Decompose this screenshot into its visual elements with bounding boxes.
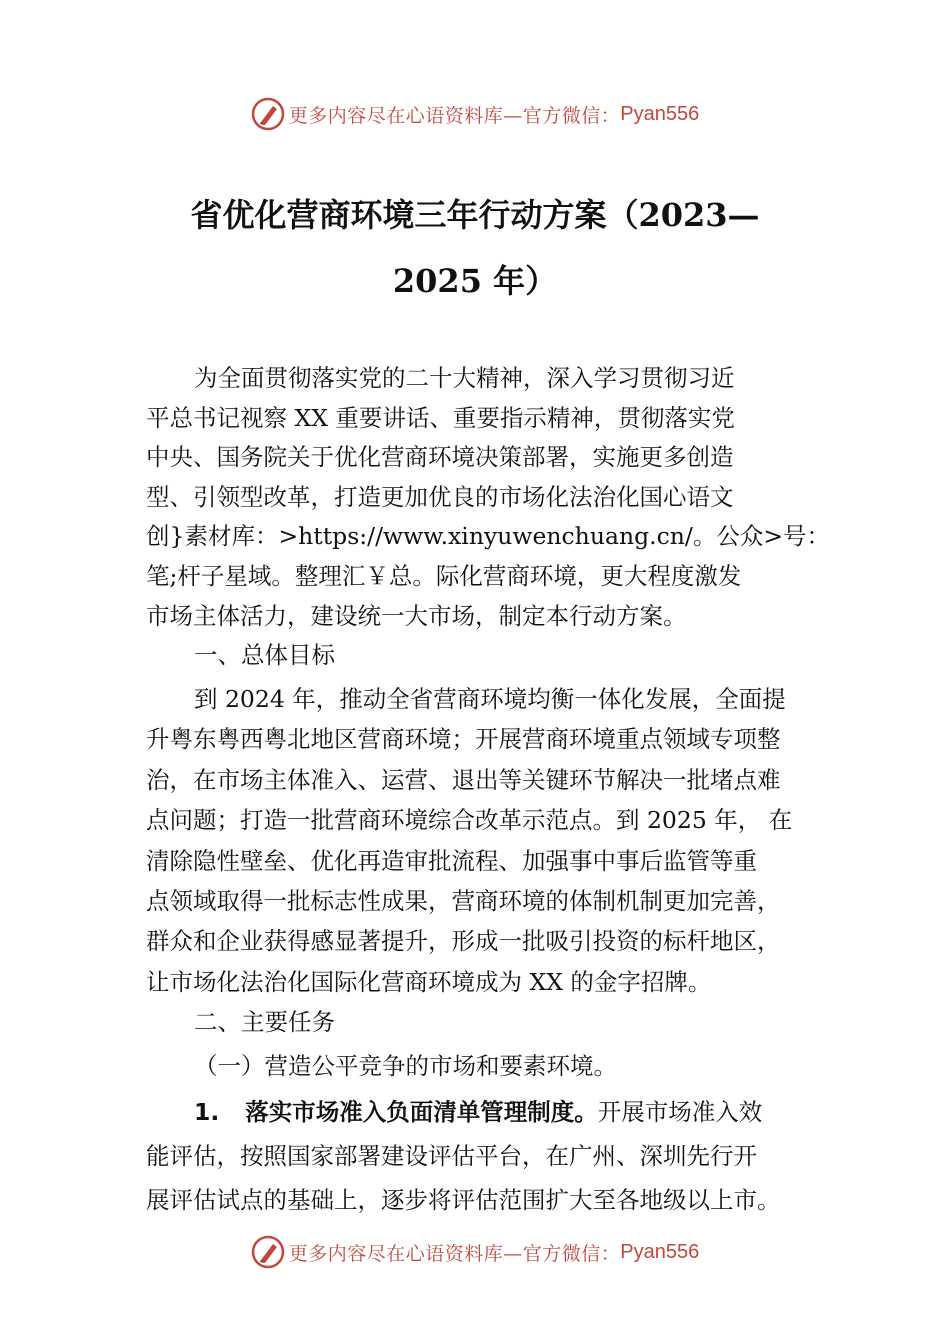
paragraph-line: 升粤东粤西粤北地区营商环境；开展营商环境重点领域专项整 <box>146 725 781 754</box>
paragraph-line: 市场主体活力，建设统一大市场，制定本行动方案。 <box>146 601 687 630</box>
paragraph-line: 平总书记视察 XX 重要讲话、重要指示精神，贯彻落实党 <box>146 403 735 432</box>
banner-account: Pyan556 <box>620 1240 700 1263</box>
task-item-first-line-text: 开展市场准入效 <box>597 1098 763 1126</box>
intro-paragraph <box>146 359 831 636</box>
top-watermark-banner <box>0 94 950 134</box>
bottom-watermark-banner <box>0 1232 950 1272</box>
paragraph-line: 中央、国务院关于优化营商环境决策部署，实施更多创造 <box>146 443 734 472</box>
paragraph-line: 为全面贯彻落实党的二十大精神，深入学习贯彻习近 <box>194 364 735 392</box>
pen-logo-icon <box>251 97 285 131</box>
paragraph-line: 群众和企业获得感显著提升，形成一批吸引投资的标杆地区， <box>146 927 781 956</box>
paragraph-line: 让市场化法治化国际化营商环境成为 XX 的金字招牌。 <box>146 967 712 996</box>
paragraph-line: 能评估，按照国家部署建设评估平台，在广州、深圳先行开 <box>146 1142 757 1170</box>
task-item-bold-title: 落实市场准入负面清单管理制度。 <box>245 1098 598 1126</box>
section-2-subheading: （一）营造公平竞争的市场和要素环境。 <box>194 1052 617 1080</box>
task-item-1-first-line <box>146 1090 826 1134</box>
paragraph-line: 笔;杆子星域。整理汇￥总。际化营商环境，更大程度激发 <box>146 561 742 590</box>
document-title-line-1: 省优化营商环境三年行动方案（2023— <box>190 196 760 234</box>
pen-logo-icon <box>251 1235 285 1269</box>
paragraph-line: 清除隐性壁垒、优化再造审批流程、加强事中事后监管等重 <box>146 846 757 875</box>
paragraph-line: 创}素材库：>https://www.xinyuwenchuang.cn/。公众>号： <box>146 522 831 551</box>
banner-text: 更多内容尽在心语资料库—官方微信： <box>288 104 621 127</box>
banner-account: Pyan556 <box>620 102 700 125</box>
paragraph-line: 型、引领型改革，打造更加优良的市场化法治化国心语文 <box>146 482 734 511</box>
paragraph-line: 治，在市场主体准入、运营、退出等关键环节解决一批堵点难 <box>146 765 781 794</box>
document-title-line-2: 2025 年） <box>392 262 558 300</box>
section-1-paragraph <box>146 679 826 1002</box>
paragraph-line: 点领域取得一批标志性成果，营商环境的体制机制更加完善， <box>146 887 781 916</box>
banner-text: 更多内容尽在心语资料库—官方微信： <box>288 1242 621 1265</box>
section-1-heading: 一、总体目标 <box>194 641 335 669</box>
section-2-heading: 二、主要任务 <box>194 1008 335 1036</box>
paragraph-line: 到 2024 年，推动全省营商环境均衡一体化发展，全面提 <box>194 685 786 713</box>
paragraph-line: 点问题；打造一批营商环境综合改革示范点。到 2025 年， 在 <box>146 806 793 835</box>
task-item-1 <box>146 1090 826 1222</box>
paragraph-line: 展评估试点的基础上，逐步将评估范围扩大至各地级以上市。 <box>146 1186 781 1214</box>
task-item-number: 1. <box>194 1098 220 1126</box>
